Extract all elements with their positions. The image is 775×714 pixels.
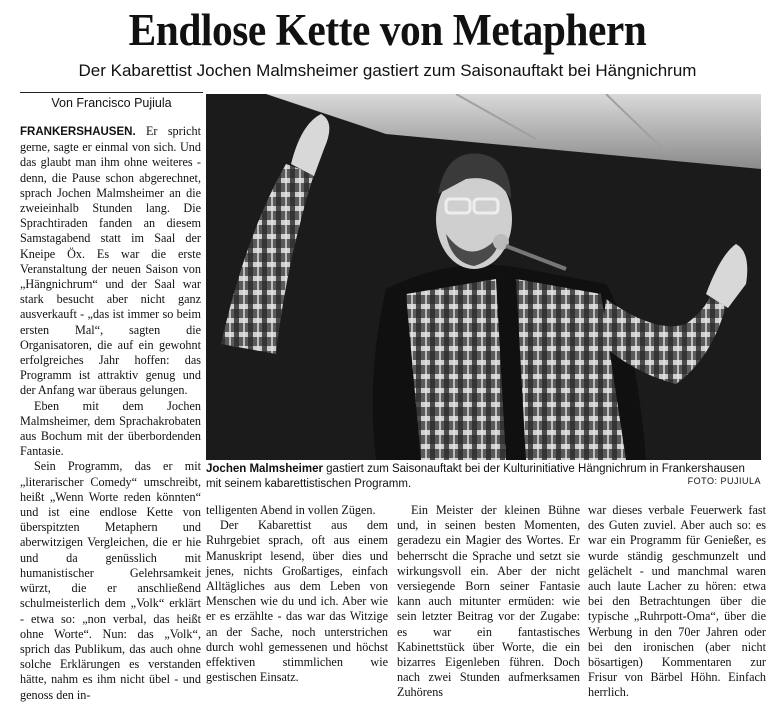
article-column-4 (588, 503, 766, 701)
photo-credit: FOTO: PUJIULA (687, 476, 761, 486)
paragraph-1 (20, 124, 201, 399)
paragraph-2: Eben mit dem Jochen Malmsheimer, dem Sprachakrobaten aus Bochum mit der überbordenden Fantasie. (20, 398, 201, 459)
paragraph-4: Der Kabarettist aus dem Ruhrgebiet sprach, oft aus einem Manuskript lesend, über dies und jenes, nichts Großartiges, einfach Alltägliches aus dem Leben von Menschen wie du und ich. Aber wie er es erzählte - das war das Witzige an der Sache, noch unterstrichen durch wohl gemessenen und höchst effektiven stimmlichen wie gestischen Einsatz. (206, 518, 388, 685)
paragraph-6: war dieses verbale Feuerwerk fast des Guten zuviel. Aber auch so: es war ein Programm für Genießer, es wurde ständig geschmunzelt und gelächelt - und manchmal waren auch laute Lacher zu hören: etwa bei den Betrachtungen über die typische „Ruhrpott-Oma“, über die Werbung in den 70er Jahren oder bei den ironischen (aber nicht bösartigen) Kommentaren zur Frisur von Bärbel Höhn. Einfach herrlich. (588, 503, 766, 700)
byline: Von Francisco Pujiula (51, 96, 172, 110)
paragraph-5: Ein Meister der kleinen Bühne und, in seinen besten Momenten, geradezu ein Magier des Wortes. Er beherrscht die Sprache und setzt sie wirkungsvoll ein. Aber der nicht versiegende Born seiner Fantasie kann auch mitunter ermüden: wie sein letzter Beitrag vor der Zugabe: es war ein fantastisches Kabinettstück über Worte, die ein bizarres Eigenleben führen. Doch nach zwei Stunden aufmerksamen Zuhörens (397, 503, 580, 700)
byline-rule (20, 92, 203, 93)
paragraph-3-start: Sein Programm, das er mit „literarischer Comedy“ umschreibt, heißt „Wenn Worte reden könnten“ und ist eine endlose Kette von überspitzten Metaphern und aberwitzigen Vergleichen, die er hie und da genüsslich mit humanistischer Gelehrsamkeit würzt, die er anschließend schulmeisterlich dem „Volk“ erklärt - etwa so: „non verbal, das heißt ohne Worte“. Nun: das „Volk“, sprich das Publikum, das auch ohne solche Erklärungen es verstanden hätte, nahm es ihm nicht übel - und genoss den in- (20, 459, 201, 702)
article-column-2 (206, 503, 388, 685)
paragraph-3-end: telligenten Abend in vollen Zügen. (206, 503, 376, 517)
article-column-3 (397, 503, 580, 701)
performer-photo-illustration (206, 94, 761, 460)
caption-name: Jochen Malmsheimer (206, 463, 323, 475)
caption-text: gastiert zum Saisonauftakt bei der Kulturinitiative Hängnichrum in Frankershausen mit seinem kabarettistischen Programm. (206, 463, 745, 490)
article-column-1 (20, 124, 201, 703)
dateline: FRANKERSHAUSEN. (20, 126, 136, 138)
paragraph-1-text: Er spricht gerne, sagte er einmal von sich. Und das glaubt man ihm ohne weiteres - denn, die Pause schon abgerechnet, sprach Jochen Malmsheimer an die zweieinhalb Stunden lang. Die Sprachtiraden fanden an diesem Samstagabend statt im Saal der Kneipe Öx. Es war die erste Veranstaltung der neuen Saison von „Hängnichrum“ und der Saal war stark besucht aber nicht ganz ausverkauft - „das ist immer so beim ersten Mal“, sagten die Organisatoren, die auf ein gewohnt erfolgreiches Jahr hoffen: das Programm ist attraktiv genug und der Anfang war überaus gelungen. (20, 124, 201, 398)
article-photo (206, 94, 761, 460)
headline: Endlose Kette von Metaphern (128, 5, 647, 55)
subheadline: Der Kabarettist Jochen Malmsheimer gastiert zum Saisonauftakt bei Hängnichrum (78, 61, 697, 80)
photo-caption (206, 462, 761, 492)
